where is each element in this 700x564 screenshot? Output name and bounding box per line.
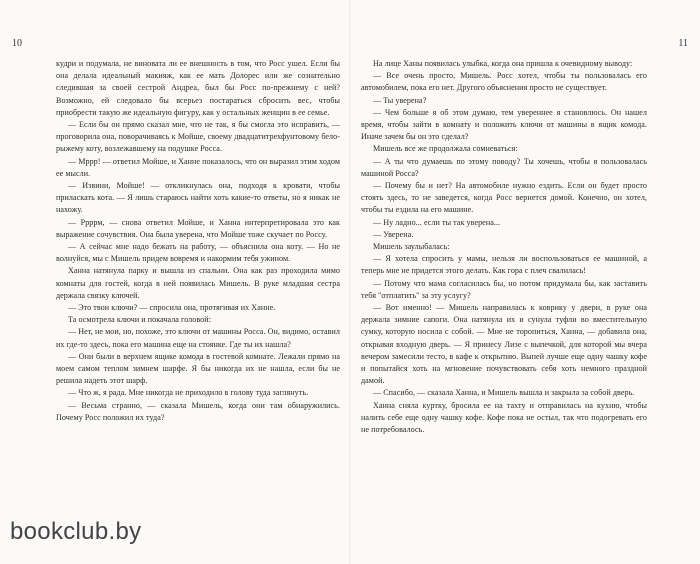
paragraph: Мишель заулыбалась: [373, 242, 450, 252]
right-page [351, 0, 700, 564]
page-text [361, 58, 647, 436]
paragraph: — Уверена. [373, 229, 414, 239]
paragraph: — Все очень просто, Мишель. Росс хотел, чтобы ты пользовалась его автомобилем, пока его нет. Другого объяснения просто не существует. [361, 71, 647, 93]
paragraph: — Что ж, я рада. Мне никогда не приходило в голову туда заглянуть. [68, 388, 309, 398]
paragraph: — Это твои ключи? — спросила она, протягивая их Ханне. [68, 303, 276, 313]
paragraph: — Вот именно! — Мишель направилась к коврику у двери, в руке она держала зимние сапоги. Она натянула их и сунула туфли во вместительную сумку, которую носила с собой. — Мне не торопиться, Ханна, — добавила она, открывая входную дверь. — Я принесу Лизе с выпечкой, для которой мы вчера вечером замесили тесто, в кафе к открытию. Выпей лучше еще одну чашку кофе и попытайся хоть на мгновение почувствовать себя хоть немного праздной дамой. [361, 303, 647, 386]
paragraph: Ханна натянула парку и вышла из спальни. Она как раз проходила мимо комнаты для гостей, когда в ней появилась Мишель. В руке младшая сестра держала связку ключей. [56, 266, 340, 300]
paragraph: На лице Ханы появилась улыбка, когда она пришла к очевидному выводу: [373, 59, 633, 68]
paragraph: — Спасибо, — сказала Ханна, и Мишель вышла и закрыла за собой дверь. [373, 388, 635, 398]
paragraph: — А ты что думаешь по этому поводу? Ты хочешь, чтобы я пользовалась машиной Росса? [361, 156, 647, 178]
paragraph: — Ррррм, — снова ответил Мойше, и Ханна интерпретировала это как выражение сочувствия. Она была уверена, что Мойше тоже скучает по Россу. [56, 217, 340, 239]
paragraph: кудри и подумала, не виновата ли ее внешность в том, что Росс ушел. Если бы она делала идеальный макияж, как ее мать Долорес или же сознательно следившая за своей сестрой Андреа, был бы Росс по-прежнему с ней? Возможно, ей следовало бы всерьез постараться сбросить вес, чтобы приобрести такую же идеальную фигуру, как у остальных женщин в ее семье. [56, 59, 340, 117]
watermark-logo: bookclub.by [10, 518, 142, 545]
paragraph: — Ты уверена? [373, 95, 427, 105]
paragraph: — Я хотела спросить у мамы, нельзя ли воспользоваться ее машиной, а теперь мне не придется этого делать. Как гора с плеч свалилась! [361, 254, 647, 276]
paragraph: — Если бы он прямо сказал мне, что не так, я бы смогла это исправить, — проговорила она, поворачиваясь к Мойше, своему двадцатитрехфунтовому бело-рыжему коту, возлежавшему на подушке Росса. [56, 120, 340, 154]
paragraph: Ханна сняла куртку, бросила ее на тахту и отправилась на кухню, чтобы налить себе еще одну чашку кофе. Кофе пока не остыл, так что подогревать его не потребовалось. [361, 400, 647, 435]
paragraph: Мишель все же продолжала сомневаться: [373, 144, 518, 154]
page-text [56, 58, 340, 424]
left-page [0, 0, 349, 564]
paragraph: — Почему бы и нет? На автомобиле нужно ездить. Если он будет просто стоять здесь, то не заведется, когда Росс вернется домой. Конечно, он хотел, чтобы ты ездила на его машине. [361, 181, 647, 215]
paragraph: — Мррр! — ответил Мойше, и Ханне показалось, что он выразил этим ходом ее мысли. [56, 156, 340, 178]
paragraph: — Ну ладно... если ты так уверена... [373, 217, 501, 227]
paragraph: Та осмотрела ключи и покачала головой: [68, 315, 211, 325]
paragraph: — А сейчас мне надо бежать на работу, — объяснила она коту. — Но не волнуйся, мы с Мишель придем вовремя и накормим тебя ужином. [56, 242, 340, 264]
paragraph: — Весьма странно, — сказала Мишель, когда они там обнаружились. Почему Росс положил их туда? [56, 400, 340, 422]
page-number: 10 [12, 38, 22, 49]
paragraph: — Извини, Мойше! — откликнулась она, подходя к кровати, чтобы приласкать кота. — Я лишь стараюсь найти хоть какие-то ответы, но я никак не нахожу. [56, 181, 340, 215]
paragraph: — Потому что мама согласилась бы, но потом придумала бы, как заставить тебя "отплатить" за эту услугу? [361, 278, 647, 300]
paragraph: — Они были в верхнем ящике комода в гостевой комнате. Лежали прямо на моем самом теплом зимнем шарфе. Я бы никогда их не нашла, если бы не решила надеть этот шарф. [56, 351, 340, 386]
page-number: 11 [678, 38, 688, 49]
paragraph: — Нет, не мои, но, похоже, это ключи от машины Росса. Он, видимо, оставил их где-то здесь, пока его машина еще на стоянке. Где ты их нашла? [56, 327, 340, 349]
paragraph: — Чем больше я об этом думаю, тем увереннее я становлюсь. Он нашел время, чтобы зайти в комнату и положить ключи от машины в ящик комода. Иначе зачем бы он это сделал? [361, 107, 647, 142]
